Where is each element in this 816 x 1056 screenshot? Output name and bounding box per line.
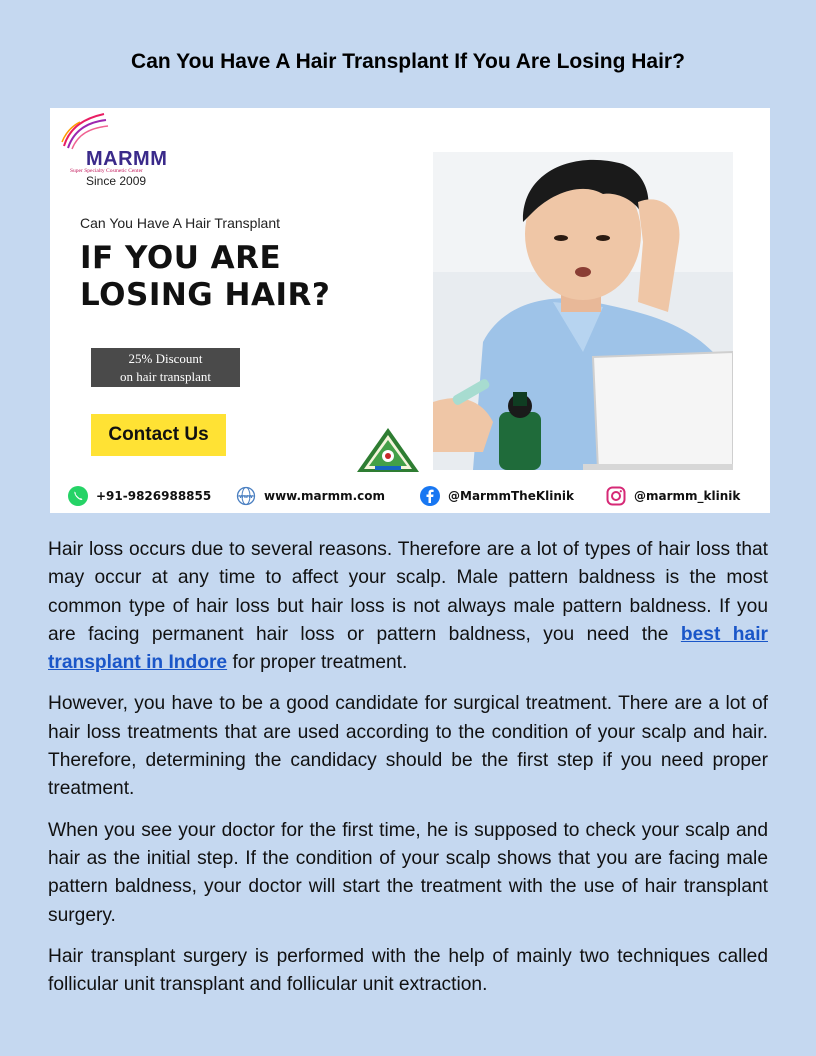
logo-tagline: Super Specialty Cosmetic Center bbox=[70, 168, 143, 174]
headline-line-2: LOSING HAIR? bbox=[80, 277, 331, 313]
phone-contact[interactable] bbox=[68, 486, 211, 506]
certification-emblem-icon bbox=[355, 426, 421, 474]
website-url: www.marmm.com bbox=[264, 489, 385, 503]
whatsapp-icon bbox=[68, 486, 88, 506]
marmm-logo bbox=[56, 112, 186, 192]
page-title: Can You Have A Hair Transplant If You Are Losing Hair? bbox=[131, 50, 685, 73]
instagram-handle: @marmm_klinik bbox=[634, 489, 741, 503]
discount-badge bbox=[91, 348, 240, 387]
banner-subtitle: Can You Have A Hair Transplant bbox=[80, 215, 281, 231]
contact-us-button[interactable]: Contact Us bbox=[91, 414, 226, 456]
logo-since: Since 2009 bbox=[86, 174, 147, 188]
svg-text:www: www bbox=[239, 494, 253, 500]
instagram-contact[interactable] bbox=[606, 486, 740, 506]
promo-banner bbox=[50, 108, 770, 513]
website-contact[interactable] bbox=[236, 486, 385, 506]
discount-line-2: on hair transplant bbox=[120, 369, 211, 384]
headline-line-1: IF YOU ARE bbox=[80, 240, 282, 276]
paragraph-1-end: for proper treatment. bbox=[227, 652, 408, 674]
hair-swoosh-icon bbox=[56, 112, 116, 152]
facebook-icon bbox=[420, 486, 440, 506]
article-body bbox=[48, 536, 768, 1012]
facebook-contact[interactable] bbox=[420, 486, 574, 506]
discount-line-1: 25% Discount bbox=[128, 351, 203, 366]
paragraph-1-text: Hair loss occurs due to several reasons. Therefore are a lot of types of hair loss that may occur at any time to affect your scalp. Male pattern baldness is the most common type of hair loss but hair loss is not always male pattern baldness. If you are facing permanent hair loss or pattern baldness, you need the bbox=[48, 539, 768, 645]
paragraph-4: Hair transplant surgery is performed with the help of mainly two techniques called follicular unit transplant and follicular unit extraction. bbox=[48, 945, 768, 996]
worried-man-photo bbox=[433, 152, 733, 470]
best-hair-transplant-link[interactable]: best hair transplant in Indore bbox=[48, 623, 768, 674]
banner-footer bbox=[50, 480, 770, 508]
paragraph-2: However, you have to be a good candidate for surgical treatment. There are a lot of hair loss treatments that are used according to the condition of your scalp and hair. Therefore, determining the candidacy should be the first step if you need proper treatment. bbox=[48, 693, 768, 800]
banner-headline bbox=[80, 240, 330, 314]
facebook-handle: @MarmmTheKlinik bbox=[448, 489, 574, 503]
instagram-icon bbox=[606, 486, 626, 506]
logo-name: MARMM bbox=[86, 148, 168, 170]
phone-number: +91-9826988855 bbox=[96, 489, 212, 503]
paragraph-3: When you see your doctor for the first time, he is supposed to check your scalp and hair as the initial step. If the condition of your scalp shows that you are facing male pattern baldness, your doctor will start the treatment with the use of hair transplant surgery. bbox=[48, 819, 768, 926]
paragraph-1 bbox=[48, 536, 768, 677]
globe-icon bbox=[236, 486, 256, 506]
